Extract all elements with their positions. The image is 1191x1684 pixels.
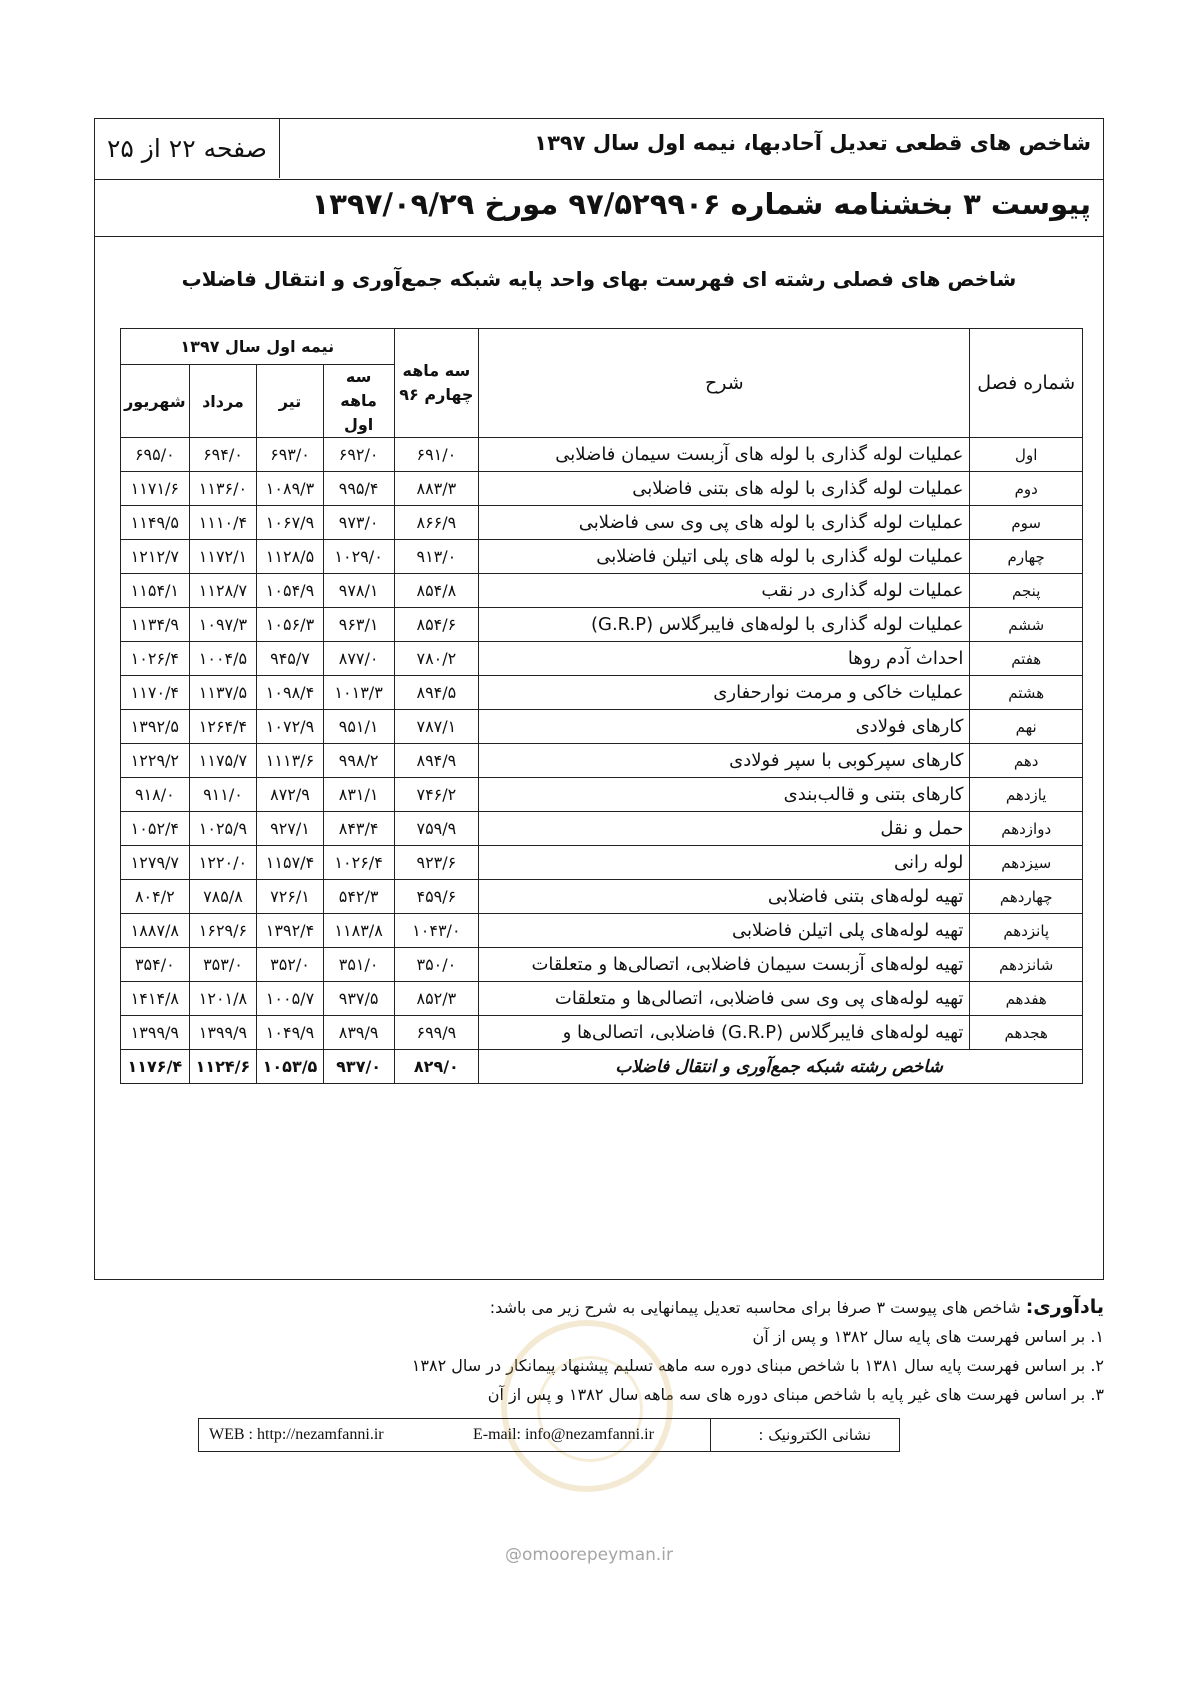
table-row	[121, 608, 1083, 642]
cell-section: هشتم	[970, 676, 1083, 710]
cell-section: شانزدهم	[970, 948, 1083, 982]
cell-q4-96: ۱۰۴۳/۰	[394, 914, 479, 948]
cell-q1: ۹۶۳/۱	[323, 608, 394, 642]
cell-tir: ۸۷۲/۹	[257, 778, 323, 812]
table-row	[121, 438, 1083, 472]
table-title: شاخص های فصلی رشته ای فهرست بهای واحد پایه شبکه جمع‌آوری و انتقال فاضلاب	[181, 267, 1017, 291]
cell-mordad: ۶۹۴/۰	[189, 438, 257, 472]
cell-tir: ۳۵۲/۰	[257, 948, 323, 982]
cell-description: تهیه لوله‌های پی وی سی فاضلابی، اتصالی‌ها و متعلقات	[479, 982, 970, 1016]
cell-mordad: ۱۲۶۴/۴	[189, 710, 257, 744]
cell-q4-96: ۷۴۶/۲	[394, 778, 479, 812]
cell-tir: ۹۲۷/۱	[257, 812, 323, 846]
cell-tir: ۱۱۲۸/۵	[257, 540, 323, 574]
cell-q1: ۳۵۱/۰	[323, 948, 394, 982]
cell-section: ششم	[970, 608, 1083, 642]
cell-q4-96: ۸۵۲/۳	[394, 982, 479, 1016]
cell-tir: ۱۱۱۳/۶	[257, 744, 323, 778]
cell-q4-96: ۸۹۴/۵	[394, 676, 479, 710]
cell-section: سوم	[970, 506, 1083, 540]
cell-shahrivar: ۱۲۲۹/۲	[121, 744, 190, 778]
cell-q4-96: ۸۵۴/۶	[394, 608, 479, 642]
notes	[304, 1293, 1104, 1409]
cell-section: اول	[970, 438, 1083, 472]
total-shahrivar: ۱۱۷۶/۴	[121, 1050, 190, 1084]
cell-q4-96: ۶۹۹/۹	[394, 1016, 479, 1050]
cell-q1: ۹۳۷/۵	[323, 982, 394, 1016]
cell-q1: ۹۹۸/۲	[323, 744, 394, 778]
cell-tir: ۱۰۸۹/۳	[257, 472, 323, 506]
cell-q4-96: ۸۹۴/۹	[394, 744, 479, 778]
cell-q1: ۹۵۱/۱	[323, 710, 394, 744]
header-row	[95, 119, 1103, 180]
table-row	[121, 642, 1083, 676]
cell-section: هفتم	[970, 642, 1083, 676]
notes-intro	[304, 1293, 1104, 1322]
note-item: ۳. بر اساس فهرست های غیر پایه با شاخص مبنای دوره های سه ماهه سال ۱۳۸۲ و پس از آن	[487, 1385, 1104, 1404]
cell-mordad: ۷۸۵/۸	[189, 880, 257, 914]
cell-shahrivar: ۱۲۱۲/۷	[121, 540, 190, 574]
table-row	[121, 846, 1083, 880]
cell-tir: ۹۴۵/۷	[257, 642, 323, 676]
cell-mordad: ۱۰۹۷/۳	[189, 608, 257, 642]
cell-shahrivar: ۱۱۷۱/۶	[121, 472, 190, 506]
contact-email[interactable]: E-mail: info@nezamfanni.ir	[473, 1426, 654, 1443]
table-row	[121, 472, 1083, 506]
cell-description: عملیات لوله گذاری با لوله های آزبست سیمان فاضلابی	[479, 438, 970, 472]
header-shahrivar: شهریور	[121, 365, 190, 438]
cell-section: پانزدهم	[970, 914, 1083, 948]
table-row	[121, 982, 1083, 1016]
cell-q1: ۸۳۹/۹	[323, 1016, 394, 1050]
total-tir: ۱۰۵۳/۵	[257, 1050, 323, 1084]
cell-description: تهیه لوله‌های بتنی فاضلابی	[479, 880, 970, 914]
table-row	[121, 676, 1083, 710]
table-row	[121, 948, 1083, 982]
total-q1: ۹۳۷/۰	[323, 1050, 394, 1084]
cell-section: هجدهم	[970, 1016, 1083, 1050]
cell-section: دوم	[970, 472, 1083, 506]
header-description: شرح	[479, 329, 970, 438]
cell-shahrivar: ۱۲۷۹/۷	[121, 846, 190, 880]
cell-section: هفدهم	[970, 982, 1083, 1016]
cell-q1: ۸۷۷/۰	[323, 642, 394, 676]
cell-q1: ۱۰۲۹/۰	[323, 540, 394, 574]
cell-shahrivar: ۱۱۳۴/۹	[121, 608, 190, 642]
cell-section: سیزدهم	[970, 846, 1083, 880]
cell-section: دوازدهم	[970, 812, 1083, 846]
header-section: شماره فصل	[970, 329, 1083, 438]
cell-mordad: ۱۲۰۱/۸	[189, 982, 257, 1016]
cell-mordad: ۱۱۷۲/۱	[189, 540, 257, 574]
cell-q1: ۸۴۳/۴	[323, 812, 394, 846]
note-item: ۱. بر اساس فهرست های پایه سال ۱۳۸۲ و پس از آن	[752, 1327, 1104, 1346]
cell-shahrivar: ۱۰۲۶/۴	[121, 642, 190, 676]
table-row	[121, 812, 1083, 846]
subtitle-row	[95, 180, 1103, 237]
cell-mordad: ۱۱۲۸/۷	[189, 574, 257, 608]
cell-q4-96: ۷۸۷/۱	[394, 710, 479, 744]
cell-shahrivar: ۱۱۷۰/۴	[121, 676, 190, 710]
notes-intro-text: شاخص های پیوست ۳ صرفا برای محاسبه تعدیل پیمانهایی به شرح زیر می باشد:	[489, 1298, 1026, 1317]
cell-section: یازدهم	[970, 778, 1083, 812]
table-row	[121, 778, 1083, 812]
total-description: شاخص رشته شبکه جمع‌آوری و انتقال فاضلاب	[479, 1050, 1083, 1084]
cell-shahrivar: ۱۱۵۴/۱	[121, 574, 190, 608]
cell-tir: ۱۰۴۹/۹	[257, 1016, 323, 1050]
cell-shahrivar: ۶۹۵/۰	[121, 438, 190, 472]
cell-q4-96: ۹۲۳/۶	[394, 846, 479, 880]
cell-tir: ۱۰۰۵/۷	[257, 982, 323, 1016]
cell-mordad: ۱۱۳۷/۵	[189, 676, 257, 710]
table-row	[121, 1016, 1083, 1050]
cell-mordad: ۱۰۲۵/۹	[189, 812, 257, 846]
cell-section: نهم	[970, 710, 1083, 744]
cell-description: عملیات لوله گذاری با لوله های پلی اتیلن فاضلابی	[479, 540, 970, 574]
cell-section: دهم	[970, 744, 1083, 778]
index-table	[120, 328, 1083, 1084]
cell-q4-96: ۸۵۴/۸	[394, 574, 479, 608]
cell-description: احداث آدم روها	[479, 642, 970, 676]
contact-label: نشانی الکترونیک :	[710, 1419, 899, 1451]
watermark-text: @omoorepeyman.ir	[505, 1545, 674, 1565]
cell-q1: ۶۹۲/۰	[323, 438, 394, 472]
cell-tir: ۶۹۳/۰	[257, 438, 323, 472]
table-row	[121, 710, 1083, 744]
header-half-year: نیمه اول سال ۱۳۹۷	[121, 329, 395, 365]
cell-mordad: ۱۱۱۰/۴	[189, 506, 257, 540]
cell-section: چهاردهم	[970, 880, 1083, 914]
cell-description: عملیات خاکی و مرمت نوارحفاری	[479, 676, 970, 710]
cell-q1: ۱۰۱۳/۳	[323, 676, 394, 710]
cell-q4-96: ۷۸۰/۲	[394, 642, 479, 676]
table-row	[121, 914, 1083, 948]
contact-web[interactable]: WEB : http://nezamfanni.ir	[209, 1426, 384, 1443]
cell-shahrivar: ۱۴۱۴/۸	[121, 982, 190, 1016]
cell-shahrivar: ۱۰۵۲/۴	[121, 812, 190, 846]
cell-mordad: ۹۱۱/۰	[189, 778, 257, 812]
cell-q1: ۹۷۳/۰	[323, 506, 394, 540]
cell-q4-96: ۸۶۶/۹	[394, 506, 479, 540]
cell-shahrivar: ۸۰۴/۲	[121, 880, 190, 914]
cell-q4-96: ۶۹۱/۰	[394, 438, 479, 472]
page-number: صفحه ۲۲ از ۲۵	[95, 119, 280, 178]
contact-box	[198, 1418, 900, 1452]
table-row	[121, 574, 1083, 608]
cell-q4-96: ۳۵۰/۰	[394, 948, 479, 982]
notes-lead: یادآوری:	[1025, 1296, 1104, 1318]
total-row	[121, 1050, 1083, 1084]
total-q4: ۸۲۹/۰	[394, 1050, 479, 1084]
cell-section: چهارم	[970, 540, 1083, 574]
cell-mordad: ۱۱۳۶/۰	[189, 472, 257, 506]
cell-tir: ۱۳۹۲/۴	[257, 914, 323, 948]
cell-mordad: ۱۰۰۴/۵	[189, 642, 257, 676]
cell-shahrivar: ۱۸۸۷/۸	[121, 914, 190, 948]
seal-logo	[501, 1320, 673, 1492]
cell-mordad: ۳۵۳/۰	[189, 948, 257, 982]
cell-mordad: ۱۲۲۰/۰	[189, 846, 257, 880]
cell-tir: ۱۰۷۲/۹	[257, 710, 323, 744]
cell-tir: ۱۱۵۷/۴	[257, 846, 323, 880]
cell-q4-96: ۴۵۹/۶	[394, 880, 479, 914]
header-mordad: مرداد	[189, 365, 257, 438]
document-title: شاخص های قطعی تعدیل آحادبها، نیمه اول سال ۱۳۹۷	[534, 131, 1091, 155]
table-row	[121, 744, 1083, 778]
cell-tir: ۷۲۶/۱	[257, 880, 323, 914]
cell-q1: ۹۷۸/۱	[323, 574, 394, 608]
cell-q1: ۱۱۸۳/۸	[323, 914, 394, 948]
cell-q4-96: ۷۵۹/۹	[394, 812, 479, 846]
table-row	[121, 540, 1083, 574]
cell-shahrivar: ۱۳۹۹/۹	[121, 1016, 190, 1050]
cell-description: تهیه لوله‌های آزبست سیمان فاضلابی، اتصالی‌ها و متعلقات	[479, 948, 970, 982]
cell-section: پنجم	[970, 574, 1083, 608]
cell-description: لوله رانی	[479, 846, 970, 880]
cell-description: عملیات لوله گذاری با لوله های بتنی فاضلابی	[479, 472, 970, 506]
cell-q4-96: ۹۱۳/۰	[394, 540, 479, 574]
cell-shahrivar: ۱۳۹۲/۵	[121, 710, 190, 744]
cell-description: عملیات لوله گذاری با لوله های پی وی سی فاضلابی	[479, 506, 970, 540]
page-frame	[94, 118, 1104, 1280]
cell-description: عملیات لوله گذاری در نقب	[479, 574, 970, 608]
cell-mordad: ۱۶۲۹/۶	[189, 914, 257, 948]
cell-q1: ۹۹۵/۴	[323, 472, 394, 506]
cell-q4-96: ۸۸۳/۳	[394, 472, 479, 506]
total-mordad: ۱۱۲۴/۶	[189, 1050, 257, 1084]
note-item: ۲. بر اساس فهرست پایه سال ۱۳۸۱ با شاخص مبنای دوره سه ماهه تسلیم پیشنهاد پیمانکار در سال ۱۳۸۲	[411, 1356, 1104, 1375]
cell-description: عملیات لوله گذاری با لوله‌های فایبرگلاس (G.R.P)	[479, 608, 970, 642]
cell-q1: ۸۳۱/۱	[323, 778, 394, 812]
cell-description: کارهای سپرکوبی با سپر فولادی	[479, 744, 970, 778]
cell-shahrivar: ۹۱۸/۰	[121, 778, 190, 812]
cell-q1: ۱۰۲۶/۴	[323, 846, 394, 880]
cell-tir: ۱۰۵۶/۳	[257, 608, 323, 642]
header-q1: سه ماهه اول	[323, 365, 394, 438]
cell-tir: ۱۰۵۴/۹	[257, 574, 323, 608]
cell-q1: ۵۴۲/۳	[323, 880, 394, 914]
cell-shahrivar: ۳۵۴/۰	[121, 948, 190, 982]
header-q4-96: سه ماهه چهارم ۹۶	[394, 329, 479, 438]
cell-mordad: ۱۱۷۵/۷	[189, 744, 257, 778]
cell-mordad: ۱۳۹۹/۹	[189, 1016, 257, 1050]
cell-description: حمل و نقل	[479, 812, 970, 846]
circular-reference: پیوست ۳ بخشنامه شماره ۹۷/۵۲۹۹۰۶ مورخ ۱۳۹۷/۰۹/۲۹	[311, 187, 1091, 221]
cell-description: کارهای بتنی و قالب‌بندی	[479, 778, 970, 812]
table-row	[121, 880, 1083, 914]
cell-tir: ۱۰۹۸/۴	[257, 676, 323, 710]
table-row	[121, 506, 1083, 540]
cell-description: تهیه لوله‌های پلی اتیلن فاضلابی	[479, 914, 970, 948]
header-tir: تیر	[257, 365, 323, 438]
cell-shahrivar: ۱۱۴۹/۵	[121, 506, 190, 540]
cell-description: کارهای فولادی	[479, 710, 970, 744]
cell-tir: ۱۰۶۷/۹	[257, 506, 323, 540]
cell-description: تهیه لوله‌های فایبرگلاس (G.R.P) فاضلابی، اتصالی‌ها و	[479, 1016, 970, 1050]
